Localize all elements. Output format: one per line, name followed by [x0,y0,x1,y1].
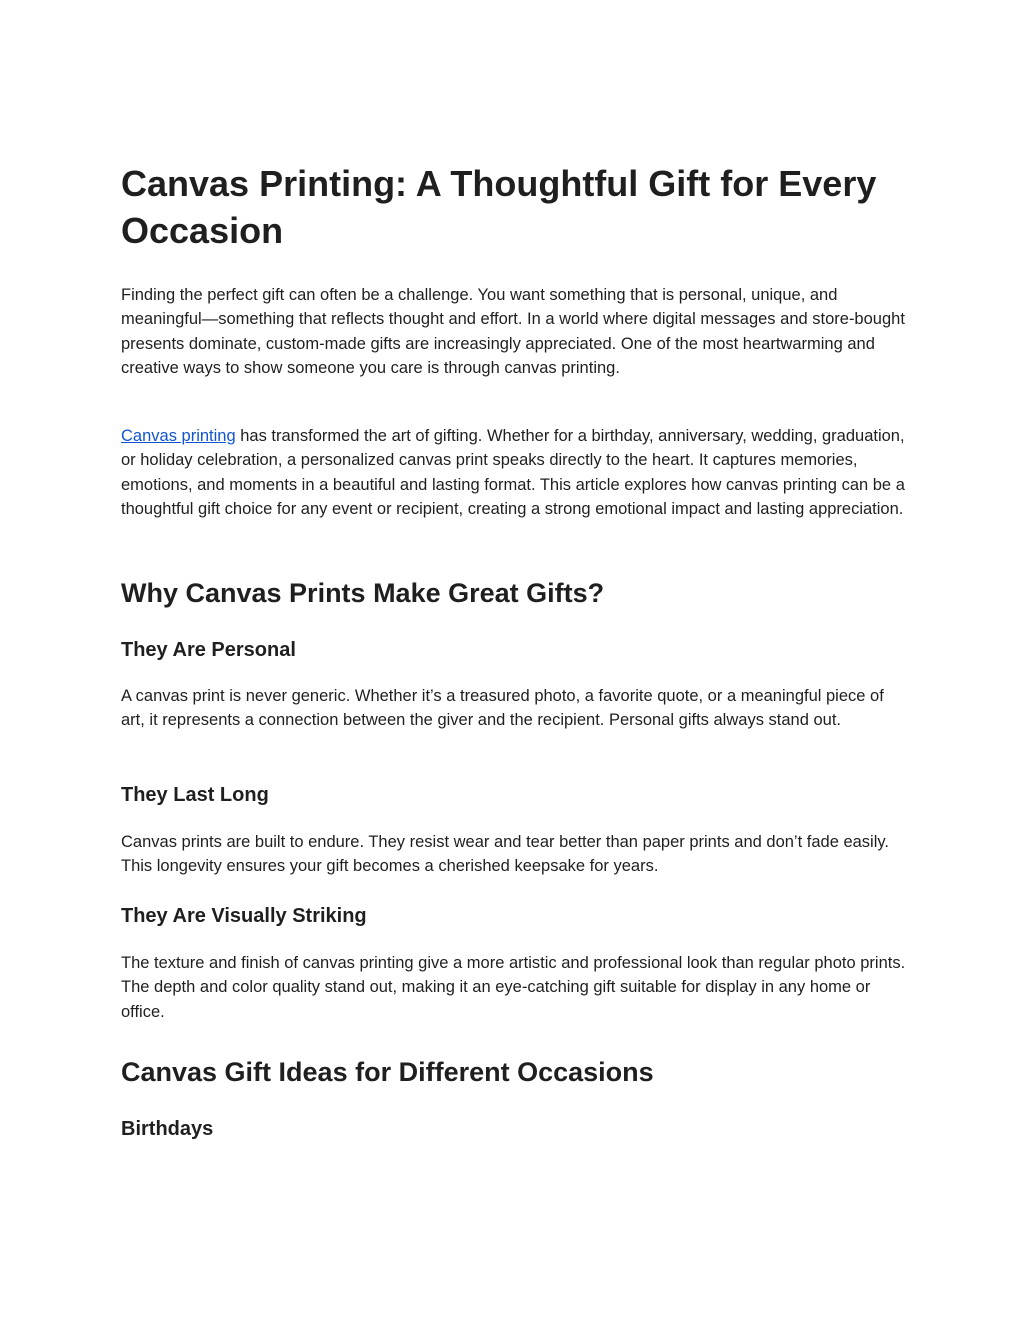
section-heading-ideas: Canvas Gift Ideas for Different Occasions [121,1057,654,1087]
subheading-visually-striking: They Are Visually Striking [121,905,367,927]
subheading-birthdays: Birthdays [121,1118,214,1140]
paragraph-last-long: Canvas prints are built to endure. They resist wear and tear better than paper prints and don’t fade easily. This longevity ensures your gift becomes a cherished keepsake for years. [121,833,889,876]
canvas-printing-link[interactable]: Canvas printing [121,427,236,445]
section-heading-why: Why Canvas Prints Make Great Gifts? [121,578,605,608]
intro-paragraph: Finding the perfect gift can often be a challenge. You want something that is personal, unique, and meaningful—something that reflects thought and effort. In a world where digital messages and store-bought presents dominate, custom-made gifts are increasingly appreciated. One of the most heartwarming and creative ways to show someone you care is through canvas printing. [121,286,905,378]
paragraph-visually-striking: The texture and finish of canvas printing give a more artistic and professional look than regular photo prints. The depth and color quality stand out, making it an eye-catching gift suitable for display in any home or office. [121,954,906,1021]
subheading-last-long: They Last Long [121,784,269,806]
document-title: Canvas Printing: A Thoughtful Gift for Every Occasion [121,163,877,251]
paragraph-personal: A canvas print is never generic. Whether it’s a treasured photo, a favorite quote, or a meaningful piece of art, it represents a connection between the giver and the recipient. Personal gifts always stand out. [121,687,884,730]
subheading-personal: They Are Personal [121,639,296,661]
second-paragraph-text: has transformed the art of gifting. Whether for a birthday, anniversary, wedding, graduation, or holiday celebration, a personalized canvas print speaks directly to the heart. It captures memories, emotions, and moments in a beautiful and lasting format. This article explores how canvas printing can be a thoughtful gift choice for any event or recipient, creating a strong emotional impact and lasting appreciation. [121,427,905,519]
second-paragraph [121,424,911,522]
